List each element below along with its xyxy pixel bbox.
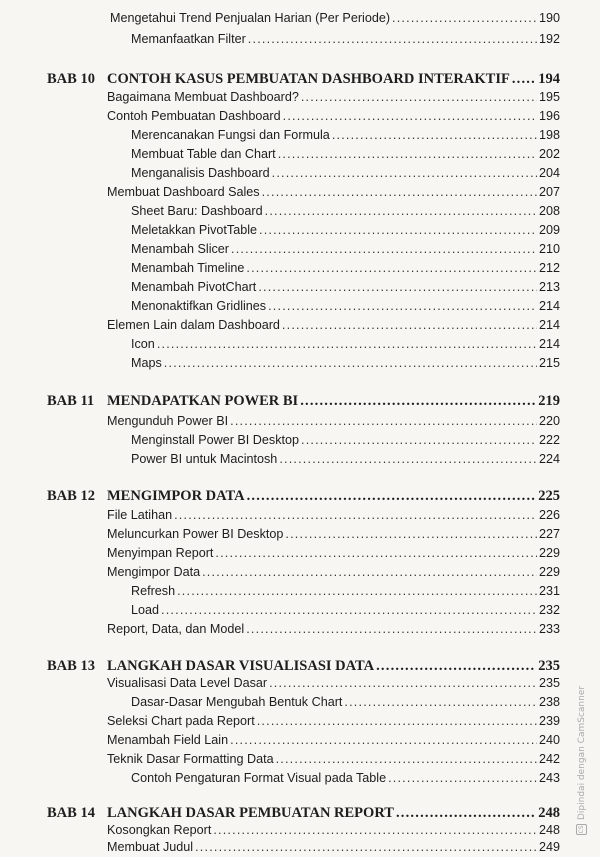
toc-entry: File Latihan ..... 226 [107,507,560,523]
toc-entry: Icon ..... 214 [131,336,560,352]
camscanner-logo-icon: CS [578,825,585,834]
toc-entry: Sheet Baru: Dashboard ..... 208 [131,203,560,219]
toc-entry: Report, Data, dan Model ..... 233 [107,621,560,637]
toc-entry: Membuat Judul ..... 249 [107,839,560,855]
toc-entry: Menginstall Power BI Desktop ..... 222 [131,432,560,448]
toc-entry: Membuat Dashboard Sales ..... 207 [107,184,560,200]
toc-entry: Meletakkan PivotTable ..... 209 [131,222,560,238]
toc-entry: Kosongkan Report ..... 248 [107,822,560,838]
watermark-text: Dipindai dengan CamScanner [576,685,587,820]
toc-entry: Contoh Pembuatan Dashboard ..... 196 [107,108,560,124]
camscanner-watermark [576,686,587,835]
toc-entry: Load ..... 232 [131,602,560,618]
toc-entry: Menambah Field Lain ..... 240 [107,732,560,748]
toc-entry: Menambah Timeline ..... 212 [131,260,560,276]
toc-entry: Mengimpor Data ..... 229 [107,564,560,580]
chapter-heading: BAB 11 MENDAPATKAN POWER BI ..... 219 [47,392,560,410]
chapter-heading: BAB 12 MENGIMPOR DATA ..... 225 [47,487,560,505]
toc-entry: Elemen Lain dalam Dashboard ..... 214 [107,317,560,333]
toc-entry: Menganalisis Dashboard ..... 204 [131,165,560,181]
toc-entry: Refresh ..... 231 [131,583,560,599]
toc-entry: Memanfaatkan Filter ..... 192 [131,31,560,47]
chapter-heading: BAB 10 CONTOH KASUS PEMBUATAN DASHBOARD INTERAKTIF ..... 194 [47,70,560,88]
toc-entry: Maps ..... 215 [131,355,560,371]
toc-entry: Teknik Dasar Formatting Data ..... 242 [107,751,560,767]
toc-entry: Menambah Slicer ..... 210 [131,241,560,257]
toc-entry: Menonaktifkan Gridlines ..... 214 [131,298,560,314]
toc-entry: Dasar-Dasar Mengubah Bentuk Chart ..... 238 [131,694,560,710]
toc-entry: Bagaimana Membuat Dashboard? ..... 195 [107,89,560,105]
toc-entry: Menyimpan Report ..... 229 [107,545,560,561]
toc-entry: Seleksi Chart pada Report ..... 239 [107,713,560,729]
toc-entry: Membuat Table dan Chart ..... 202 [131,146,560,162]
toc-entry: Menambah PivotChart ..... 213 [131,279,560,295]
toc-entry: Merencanakan Fungsi dan Formula ..... 198 [131,127,560,143]
chapter-heading: BAB 14 LANGKAH DASAR PEMBUATAN REPORT ..... 248 [47,804,560,822]
chapter-heading: BAB 13 LANGKAH DASAR VISUALISASI DATA ..... 235 [47,657,560,675]
toc-entry: Mengetahui Trend Penjualan Harian (Per Periode) ..... 190 [110,10,560,26]
toc-entry: Contoh Pengaturan Format Visual pada Table ..... 243 [131,770,560,786]
toc-entry: Mengunduh Power BI ..... 220 [107,413,560,429]
toc-entry: Meluncurkan Power BI Desktop ..... 227 [107,526,560,542]
toc-entry: Power BI untuk Macintosh ..... 224 [131,451,560,467]
toc-entry: Visualisasi Data Level Dasar ..... 235 [107,675,560,691]
